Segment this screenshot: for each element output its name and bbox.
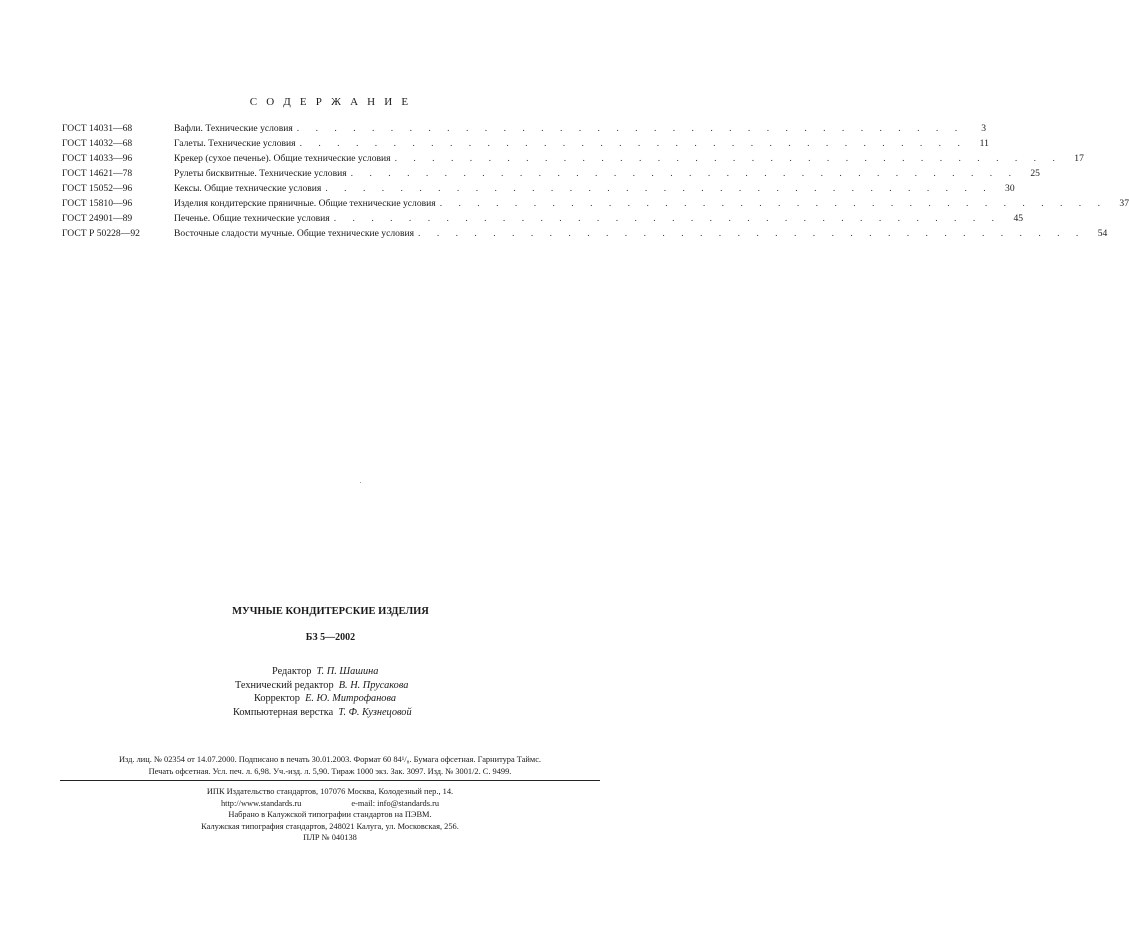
toc-entry	[62, 123, 987, 138]
toc-leader-dots: . . . . . . . . . . . . . . . . . . . . . . . . . . . . . . . . . . . .	[296, 123, 965, 134]
credit-technical-editor	[229, 679, 469, 693]
toc-entry	[62, 138, 989, 153]
toc-standard-number: ГОСТ 14033—96	[62, 153, 133, 164]
toc-standard-number: ГОСТ 24901—89	[62, 213, 133, 224]
toc-page-number: 17	[1074, 153, 1084, 164]
toc-leader-dots: . . . . . . . . . . . . . . . . . . . . . . . . . . . . . . . . . . . .	[394, 153, 1062, 164]
toc-standard-number: ГОСТ 15810—96	[62, 198, 133, 209]
credit-role: Редактор	[272, 666, 312, 677]
credits-block	[229, 665, 469, 719]
toc-standard-number: ГОСТ 14621—78	[62, 168, 133, 179]
toc-entry	[62, 183, 1015, 198]
toc-entry	[62, 228, 1108, 243]
toc-standard-number: ГОСТ 14032—68	[62, 138, 133, 149]
toc-leader-dots: . . . . . . . . . . . . . . . . . . . . . . . . . . . . . . . . . . . .	[333, 213, 1002, 224]
toc-entry-title: Рулеты бисквитные. Технические условия	[174, 168, 347, 179]
printer-address: Калужская типография стандартов, 248021 Калуга, ул. Московская, 256.	[201, 821, 459, 831]
toc-entry-title: Галеты. Технические условия	[174, 138, 296, 149]
toc-entry	[62, 168, 1040, 183]
credit-role: Корректор	[254, 693, 300, 704]
toc-page-number: 3	[981, 123, 987, 134]
imprint-line-2: Печать офсетная. Усл. печ. л. 6,98. Уч.-изд. л. 5,90. Тираж 1000 экз. Зак. 3097. Изд. № 3001/2. С. 9499.	[148, 767, 512, 776]
publisher-contacts	[60, 798, 600, 810]
toc-standard-number: ГОСТ Р 50228—92	[62, 228, 140, 239]
credit-name: Т. П. Шашина	[316, 666, 379, 677]
table-of-contents	[62, 123, 1129, 243]
toc-standard-number: ГОСТ 14031—68	[62, 123, 133, 134]
toc-page-number: 11	[979, 138, 989, 149]
toc-page-number: 30	[1005, 183, 1015, 194]
credit-role: Компьютерная верстка	[233, 706, 334, 718]
toc-entry-title: Восточные сладости мучные. Общие технические условия	[174, 228, 415, 239]
toc-leader-dots: . . . . . . . . . . . . . . . . . . . . . . . . . . . . . . . . . . . .	[439, 198, 1107, 209]
credit-layout	[229, 706, 469, 720]
toc-standard-number: ГОСТ 15052—96	[62, 183, 133, 194]
toc-page-number: 37	[1119, 198, 1129, 209]
license-number: ПЛР № 040138	[303, 833, 357, 842]
toc-entry-title: Печенье. Общие технические условия	[174, 213, 330, 224]
imprint-line-1: Изд. лиц. № 02354 от 14.07.2000. Подписано в печать 30.01.2003. Формат 60 84¹/₈. Бумага офсетная. Гарнитура Таймс.	[118, 755, 542, 764]
imprint-block	[60, 754, 600, 778]
toc-page-number: 25	[1030, 168, 1040, 179]
credit-proofreader	[229, 692, 469, 706]
publisher-email-link[interactable]: e-mail: info@standards.ru	[351, 798, 440, 808]
toc-leader-dots: . . . . . . . . . . . . . . . . . . . . . . . . . . . . . . . . . . . .	[350, 168, 1018, 179]
publisher-address: ИПК Издательство стандартов, 107076 Москва, Колодезный пер., 14.	[206, 787, 454, 796]
credit-editor	[229, 665, 469, 679]
divider-rule	[60, 780, 600, 781]
toc-entry	[62, 213, 1024, 228]
credit-role: Технический редактор	[235, 679, 334, 691]
credit-name: В. Н. Прусакова	[338, 679, 409, 691]
toc-page-number: 45	[1013, 213, 1024, 224]
toc-entry	[62, 198, 1129, 213]
publisher-website-link[interactable]: http://www.standards.ru	[220, 798, 302, 808]
toc-leader-dots: . . . . . . . . . . . . . . . . . . . . . . . . . . . . . . . . . . . .	[418, 228, 1086, 239]
collection-title: МУЧНЫЕ КОНДИТЕРСКИЕ ИЗДЕЛИЯ	[232, 606, 429, 617]
credit-name: Е. Ю. Митрофанова	[305, 693, 396, 704]
toc-entry-title: Крекер (сухое печенье). Общие технические условия	[174, 153, 391, 164]
toc-entry-title: Кексы. Общие технические условия	[174, 183, 322, 194]
toc-page-number: 54	[1097, 228, 1108, 239]
toc-entry-title: Изделия кондитерские пряничные. Общие технические условия	[174, 198, 436, 209]
publisher-block	[60, 786, 600, 844]
toc-entry-title: Вафли. Технические условия	[174, 123, 293, 134]
toc-leader-dots: . . . . . . . . . . . . . . . . . . . . . . . . . . . . . . . . . . . .	[299, 138, 967, 149]
collection-code: БЗ 5—2002	[305, 632, 356, 643]
toc-leader-dots: . . . . . . . . . . . . . . . . . . . . . . . . . . . . . . . . . . . .	[325, 183, 993, 194]
toc-entry	[62, 153, 1084, 168]
scan-speck	[360, 482, 361, 483]
credit-name: Т. Ф. Кузнецовой	[338, 706, 412, 718]
typeset-note: Набрано в Калужской типографии стандартов на ПЭВМ.	[228, 810, 432, 819]
toc-heading: С О Д Е Р Ж А Н И Е	[249, 96, 412, 108]
